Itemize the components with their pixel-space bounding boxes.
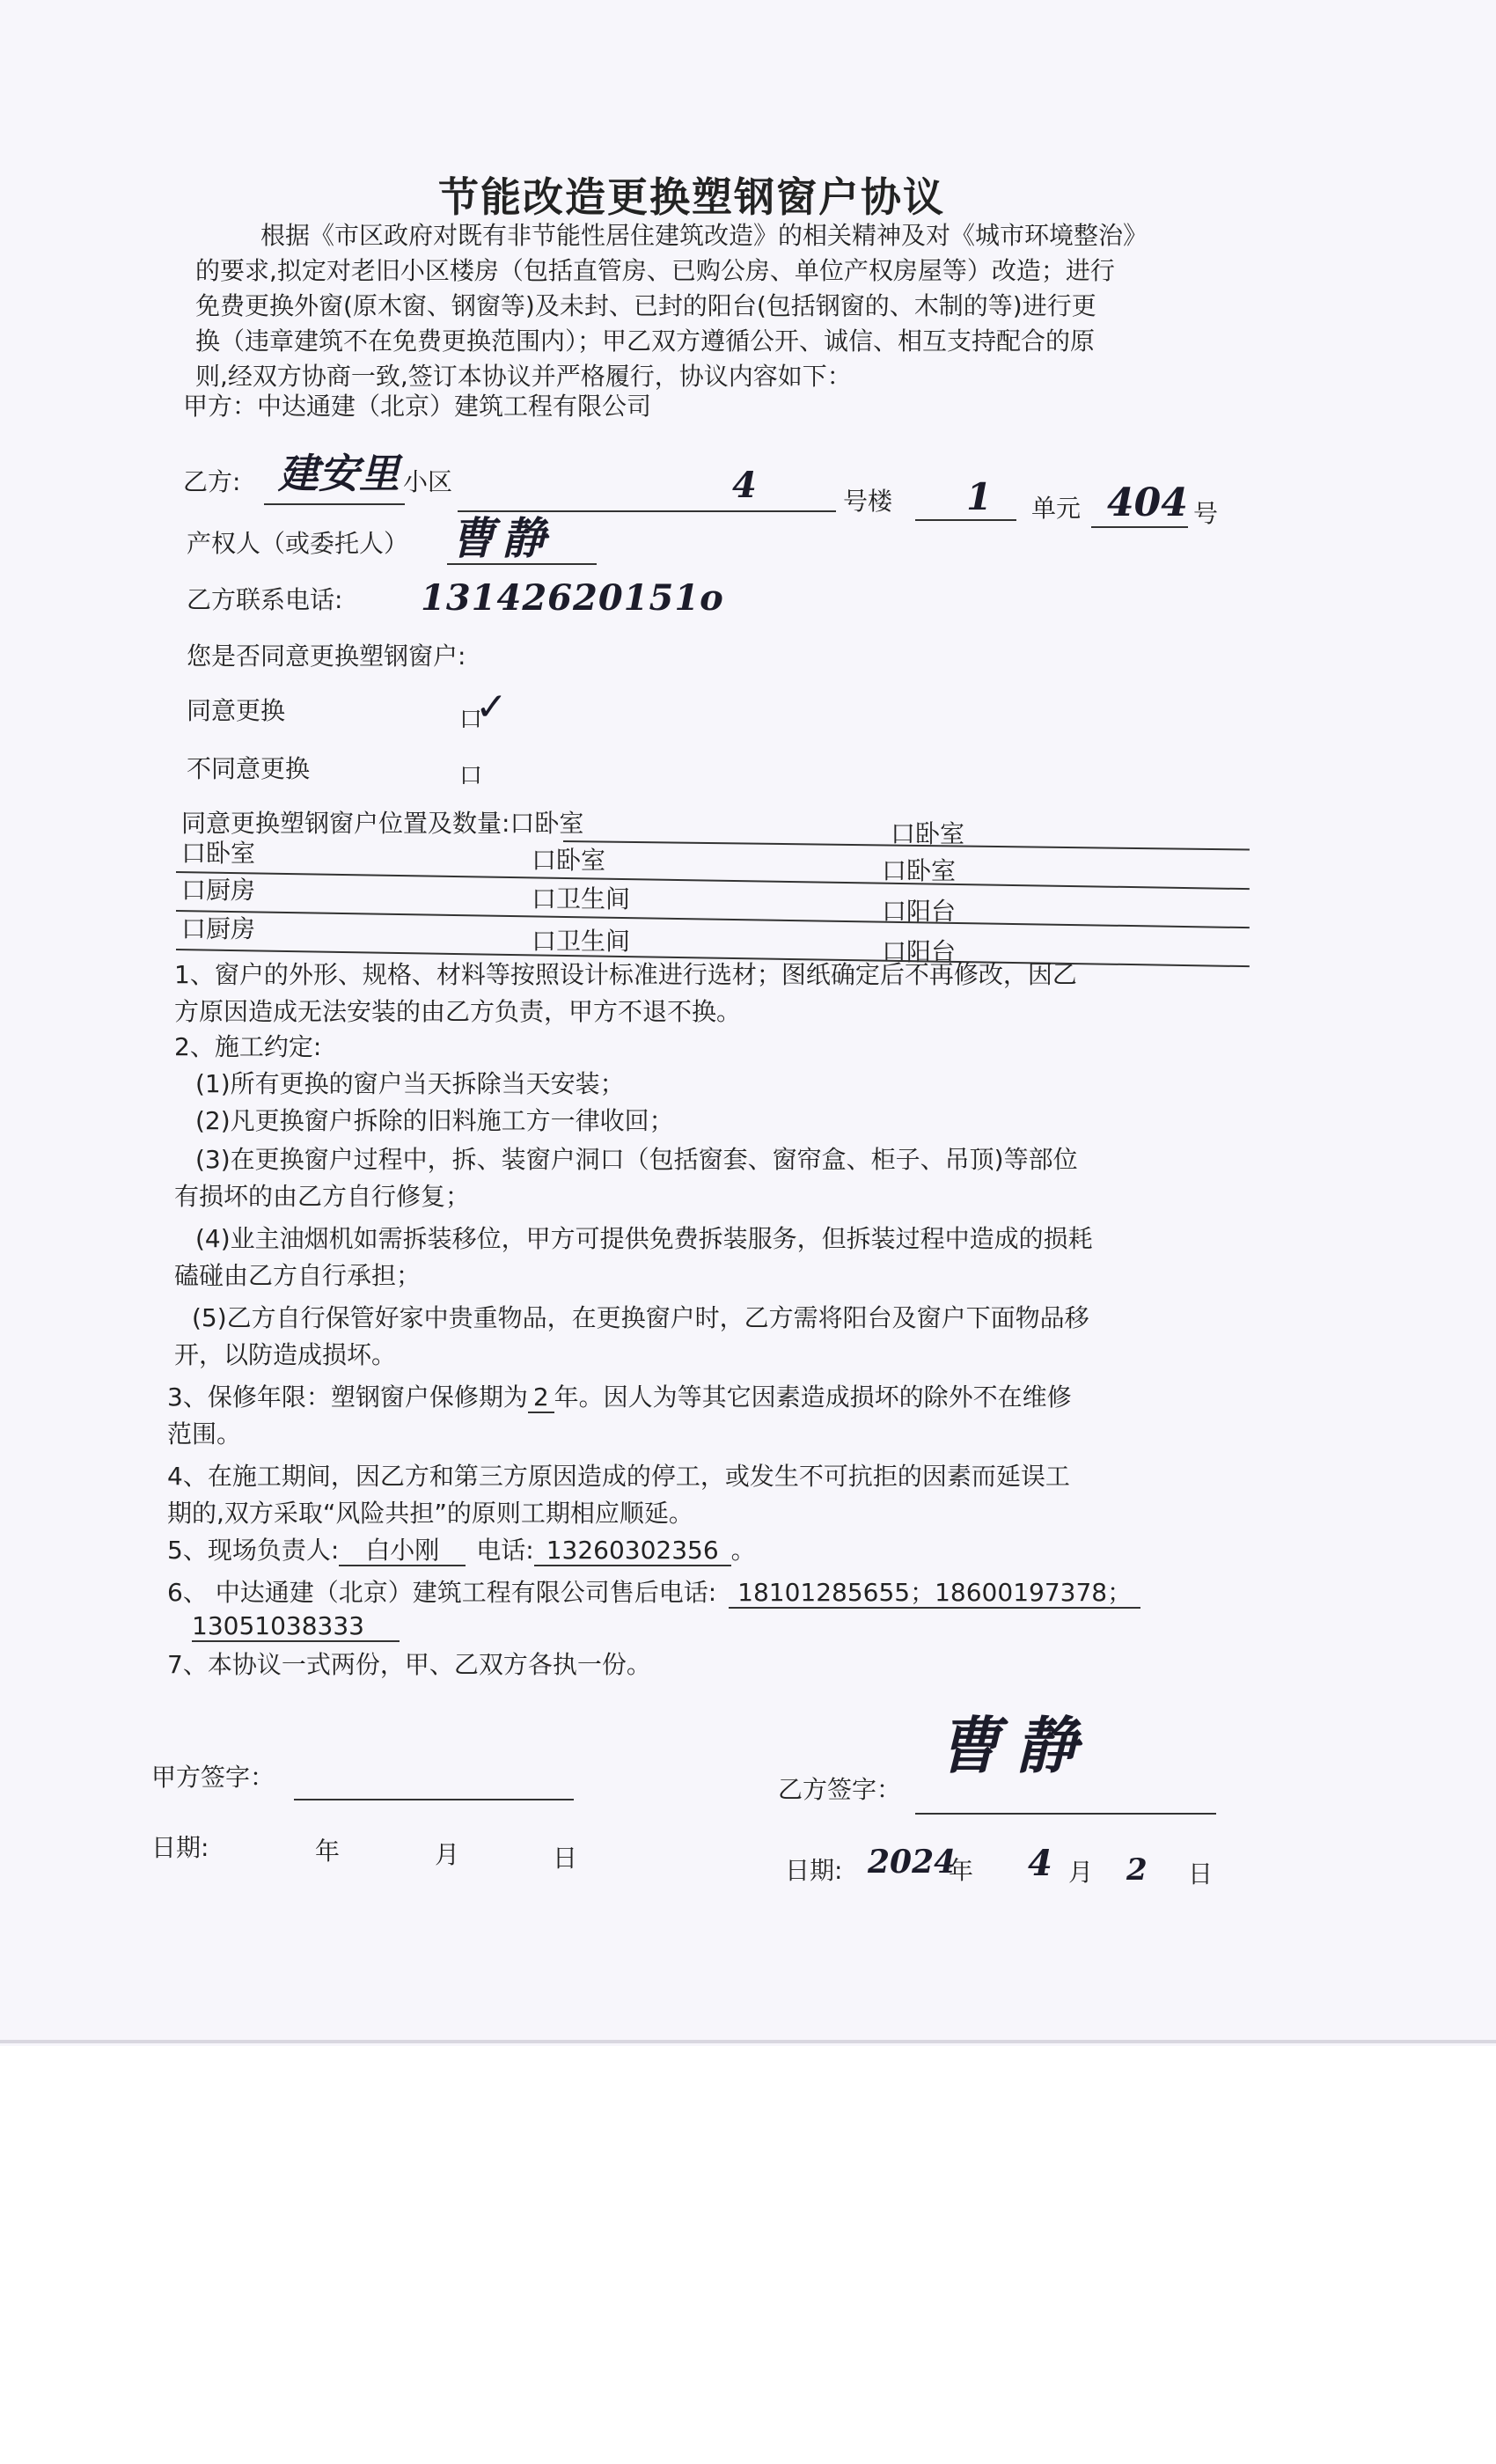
clause-2-item-1: (1)所有更换的窗户当天拆除当天安装； (195, 1069, 625, 1098)
clause-2-item-4-line-2: 磕碰由乙方自行承担； (174, 1261, 422, 1290)
intro-line-2: 的要求,拟定对老旧小区楼房（包括直管房、已购公房、单位产权房屋等）改造；进行 (195, 256, 1115, 285)
clause-6-line (167, 1577, 1140, 1609)
clause-2-item-5-line-2: 开，以防造成损坏。 (174, 1340, 397, 1369)
party-a-signature-label: 甲方签字： (151, 1763, 275, 1792)
clause-4-line-2: 期的,双方采取“风险共担”的原则工期相应顺延。 (167, 1499, 693, 1528)
site-manager-name: 白小刚 (339, 1536, 466, 1566)
party-a-line: 甲方：中达通建（北京）建筑工程有限公司 (183, 392, 652, 421)
owner-underline (447, 563, 597, 565)
window-r2c1: 口卧室 (181, 839, 256, 868)
window-r4c2: 口卫生间 (532, 927, 631, 956)
sheet-bottom-edge (0, 2040, 1496, 2043)
site-manager-tel-label: 电话: (476, 1536, 534, 1565)
clause-7-line: 7、本协议一式两份，甲、乙双方各执一份。 (167, 1650, 651, 1679)
after-sales-tel: 18101285655；18600197378； (729, 1578, 1140, 1609)
party-b-label: 乙方: (183, 467, 241, 496)
window-r4c1: 口厨房 (181, 914, 256, 943)
unit-handwritten: 1 (966, 475, 993, 518)
community-handwritten: 建安里 (278, 450, 400, 497)
party-b-signature-line[interactable] (915, 1813, 1216, 1815)
window-r3c1: 口厨房 (181, 876, 256, 905)
room-label: 号 (1193, 499, 1219, 528)
clause-2-item-3-line-1: (3)在更换窗户过程中，拆、装窗户洞口（包括窗套、窗帘盒、柜子、吊顶)等部位 (195, 1145, 1078, 1174)
window-r1c3: 口卧室 (891, 819, 965, 848)
disagree-checkbox[interactable]: 口 (459, 763, 483, 789)
owner-handwritten: 曹静 (451, 512, 553, 564)
intro-line-3: 免费更换外窗(原木窗、钢窗等)及未封、已封的阳台(包括钢窗的、木制的等)进行更 (195, 291, 1096, 320)
clause-2-item-2: (2)凡更换窗户拆除的旧料施工方一律收回； (195, 1106, 674, 1135)
clause-2-item-4-line-1: (4)业主油烟机如需拆装移位，甲方可提供免费拆装服务，但拆装过程中造成的损耗 (195, 1224, 1093, 1253)
room-underline (1091, 526, 1188, 528)
window-r3c3: 口阳台 (882, 897, 957, 926)
party-a-day-label: 日 (553, 1844, 578, 1873)
window-r4c3: 口阳台 (882, 937, 957, 966)
clause-3-line-1 (167, 1382, 1072, 1413)
party-b-day-handwritten: 2 (1126, 1852, 1148, 1888)
party-a-date-label: 日期: (151, 1833, 209, 1862)
building-handwritten: 4 (732, 465, 757, 506)
clause-2-item-3-line-2: 有损坏的由乙方自行修复； (174, 1182, 471, 1211)
agree-checkbox[interactable]: 口 (459, 707, 483, 733)
clause-5-line (167, 1535, 756, 1566)
agree-label: 同意更换 (187, 696, 286, 725)
party-b-signature-label: 乙方签字： (778, 1775, 902, 1804)
intro-line-1: 根据《市区政府对既有非节能性居住建筑改造》的相关精神及对《城市环境整治》 (260, 221, 1148, 250)
phone-label: 乙方联系电话: (187, 585, 343, 614)
unit-label: 单元 (1031, 494, 1082, 523)
intro-line-4: 换（违章建筑不在免费更换范围内）；甲乙双方遵循公开、诚信、相互支持配合的原 (195, 326, 1096, 356)
clause-1-line-1: 1、窗户的外形、规格、材料等按照设计标准进行选材；图纸确定后不再修改，因乙 (174, 960, 1077, 989)
site-manager-label: 5、现场负责人: (167, 1536, 340, 1565)
after-sales-tel-2 (192, 1610, 400, 1642)
unit-underline (915, 519, 1016, 521)
windows-heading: 同意更换塑钢窗户位置及数量:口卧室 (181, 809, 584, 838)
community-suffix: 小区 (403, 467, 453, 496)
party-b-day-label: 日 (1188, 1859, 1214, 1888)
party-b-month-label: 月 (1068, 1858, 1094, 1887)
clause-4-line-1: 4、在施工期间，因乙方和第三方原因造成的停工，或发生不可抗拒的因素而延误工 (167, 1462, 1070, 1491)
after-sales-label: 6、 中达通建（北京）建筑工程有限公司售后电话: (167, 1578, 717, 1607)
window-r2c2: 口卧室 (532, 846, 606, 875)
party-b-year-handwritten: 2024 (868, 1844, 957, 1881)
clause-2-item-5-line-1: (5)乙方自行保管好家中贵重物品，在更换窗户时，乙方需将阳台及窗户下面物品移 (192, 1303, 1089, 1332)
clause-5-end: 。 (730, 1536, 756, 1565)
party-a-month-label: 月 (435, 1840, 460, 1869)
site-manager-tel: 13260302356 (534, 1536, 731, 1566)
party-b-signature: 曹静 (938, 1709, 1093, 1782)
phone-handwritten: 13142620151o (421, 577, 724, 619)
intro-line-5: 则,经双方协商一致,签订本协议并严格履行，协议内容如下： (195, 362, 852, 391)
clause-1-line-2: 方原因造成无法安装的由乙方负责，甲方不退不换。 (174, 997, 742, 1026)
owner-label: 产权人（或委托人） (187, 529, 409, 558)
party-b-date-label: 日期: (785, 1856, 843, 1885)
consent-question: 您是否同意更换塑钢窗户: (187, 642, 466, 671)
party-a-year-label: 年 (315, 1837, 341, 1866)
agree-check-mark-icon: ✓ (475, 685, 508, 730)
clause-2-heading: 2、施工约定: (174, 1032, 322, 1061)
community-underline (264, 503, 405, 505)
party-a-signature-line[interactable] (294, 1799, 574, 1800)
party-b-year-label: 年 (949, 1856, 974, 1885)
room-handwritten: 404 (1107, 480, 1188, 525)
building-label: 号楼 (843, 487, 893, 516)
clause-3-line-2: 范围。 (167, 1419, 242, 1448)
window-r3c2: 口卫生间 (532, 884, 631, 913)
window-r2c3: 口卧室 (882, 856, 957, 885)
document-title: 节能改造更换塑钢窗户协议 (438, 173, 945, 221)
warranty-years-value: 2 (528, 1382, 554, 1413)
clause-3-suffix: 年。因人为等其它因素造成损坏的除外不在维修 (554, 1382, 1072, 1412)
disagree-label: 不同意更换 (187, 754, 311, 783)
party-b-month-handwritten: 4 (1028, 1843, 1052, 1884)
clause-3-prefix: 3、保修年限：塑钢窗户保修期为 (167, 1382, 528, 1412)
after-sales-tel-2-value: 13051038333 (192, 1611, 400, 1642)
